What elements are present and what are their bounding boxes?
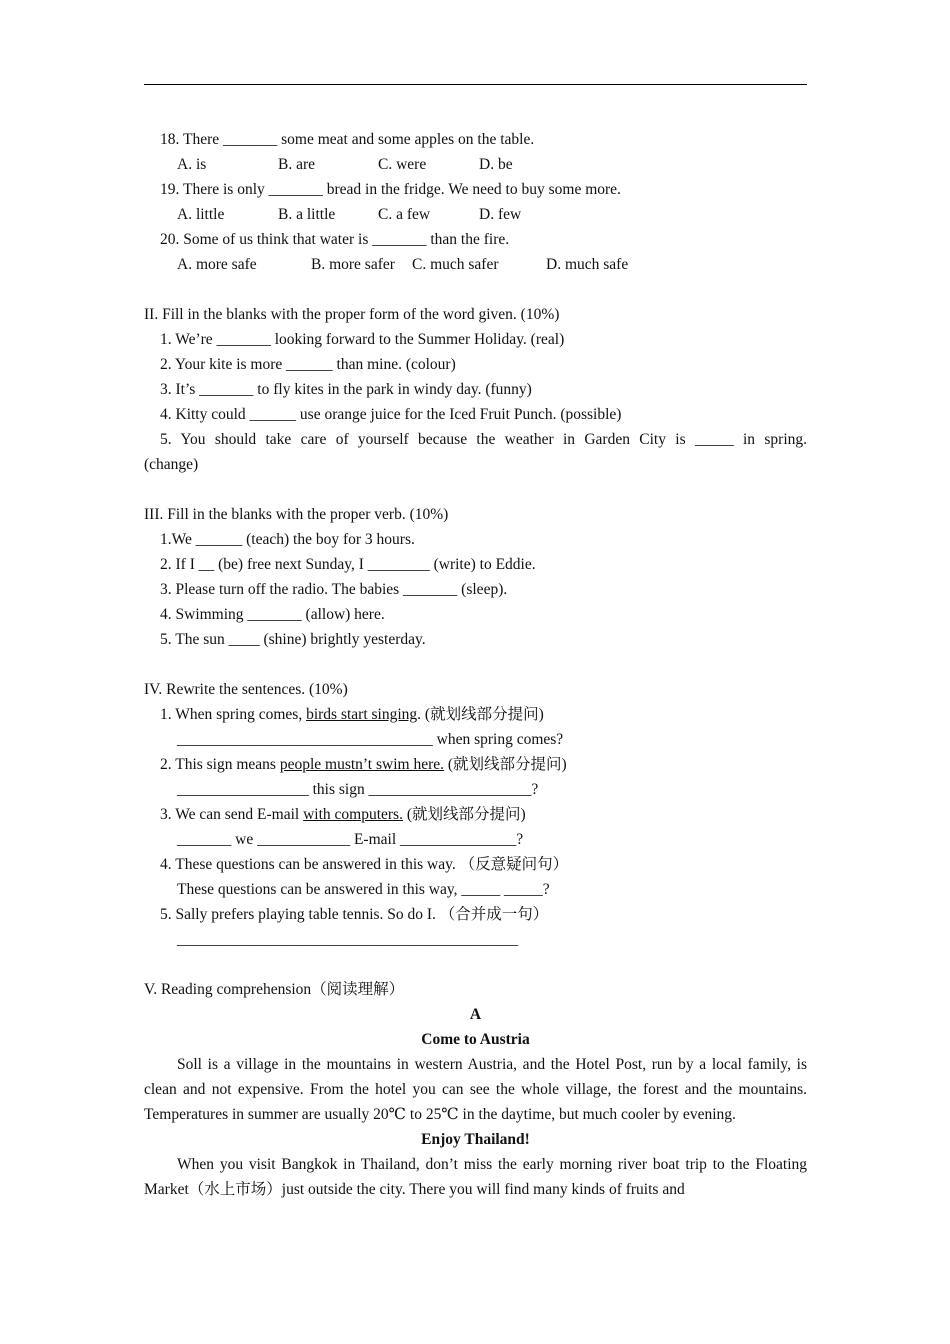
section-3-item: 4. Swimming _______ (allow) here. [160,606,385,623]
answer-line[interactable]: _______ we ____________ E-mail _______________? [177,831,524,848]
passage-1-title: Come to Austria [421,1031,530,1048]
section-3-item: 2. If I __ (be) free next Sunday, I ________ (write) to Eddie. [160,556,536,573]
section-4-question-4: 4. These questions can be answered in this way. （反意疑问句） [160,856,569,873]
section-2-item-5: 5. You should take care of yourself because the weather in Garden City is _____ in spring. [160,431,807,448]
section-5-heading: V. Reading comprehension（阅读理解） [144,981,405,998]
passage-2-title: Enjoy Thailand! [421,1131,530,1148]
option-b[interactable]: B. a little [278,206,336,223]
section-4-question-1: 1. When spring comes, birds start singing. (就划线部分提问) [160,706,544,723]
question-20-options [144,252,807,277]
option-c[interactable]: C. much safer [412,256,499,273]
exam-page [144,127,807,1202]
option-a[interactable]: A. little [177,206,225,223]
section-2-item: 2. Your kite is more ______ than mine. (colour) [160,356,456,373]
section-3-item: 1.We ______ (teach) the boy for 3 hours. [160,531,415,548]
question-19: 19. There is only _______ bread in the fridge. We need to buy some more. [160,181,621,198]
answer-line[interactable]: These questions can be answered in this way, _____ _____? [177,881,550,898]
question-18: 18. There _______ some meat and some apples on the table. [160,131,535,148]
section-2-heading: II. Fill in the blanks with the proper form of the word given. (10%) [144,306,560,323]
option-b[interactable]: B. more safer [311,256,395,273]
part-label: A [469,1006,482,1023]
underlined-phrase: birds start singing [306,706,418,723]
answer-line[interactable]: ____________________________________________ [177,931,518,948]
option-d[interactable]: D. much safe [546,256,629,273]
header-rule [144,84,807,85]
section-3-item: 3. Please turn off the radio. The babies _______ (sleep). [160,581,508,598]
section-4-question-5: 5. Sally prefers playing table tennis. So do I. （合并成一句） [160,906,549,923]
answer-line[interactable]: _________________ this sign _____________________? [177,781,539,798]
question-20: 20. Some of us think that water is _______ than the fire. [160,231,510,248]
question-18-options [144,152,807,177]
section-2-item: 4. Kitty could ______ use orange juice for the Iced Fruit Punch. (possible) [160,406,622,423]
option-a[interactable]: A. is [177,156,207,173]
section-3-item: 5. The sun ____ (shine) brightly yesterday. [160,631,426,648]
question-19-options [144,202,807,227]
option-d[interactable]: D. be [479,156,513,173]
option-c[interactable]: C. were [378,156,427,173]
answer-line[interactable]: _________________________________ when spring comes? [177,731,564,748]
section-2-item: 1. We’re _______ looking forward to the Summer Holiday. (real) [160,331,565,348]
section-4-question-2: 2. This sign means people mustn’t swim here. (就划线部分提问) [160,756,567,773]
option-b[interactable]: B. are [278,156,316,173]
option-d[interactable]: D. few [479,206,522,223]
option-a[interactable]: A. more safe [177,256,257,273]
section-3-heading: III. Fill in the blanks with the proper verb. (10%) [144,506,449,523]
section-4-heading: IV. Rewrite the sentences. (10%) [144,681,348,698]
section-2-item: 3. It’s _______ to fly kites in the park in windy day. (funny) [160,381,532,398]
underlined-phrase: people mustn’t swim here. [279,756,445,773]
section-2-item-5-hint: (change) [144,456,199,473]
passage-2-text: When you visit Bangkok in Thailand, don’t miss the early morning river boat trip to the Floating Market（水上市场）just outside the city. There you will find many kinds of fruits and [144,1156,807,1198]
passage-1-text: Soll is a village in the mountains in western Austria, and the Hotel Post, run by a local family, is clean and not expensive. From the hotel you can see the whole village, the forest and the mountains. Temperatures in summer are usually 20℃ to 25℃ in the daytime, but much cooler by evening. [144,1056,807,1123]
underlined-phrase: with computers. [303,806,403,823]
option-c[interactable]: C. a few [378,206,431,223]
section-4-question-3: 3. We can send E-mail with computers. (就划线部分提问) [160,806,526,823]
